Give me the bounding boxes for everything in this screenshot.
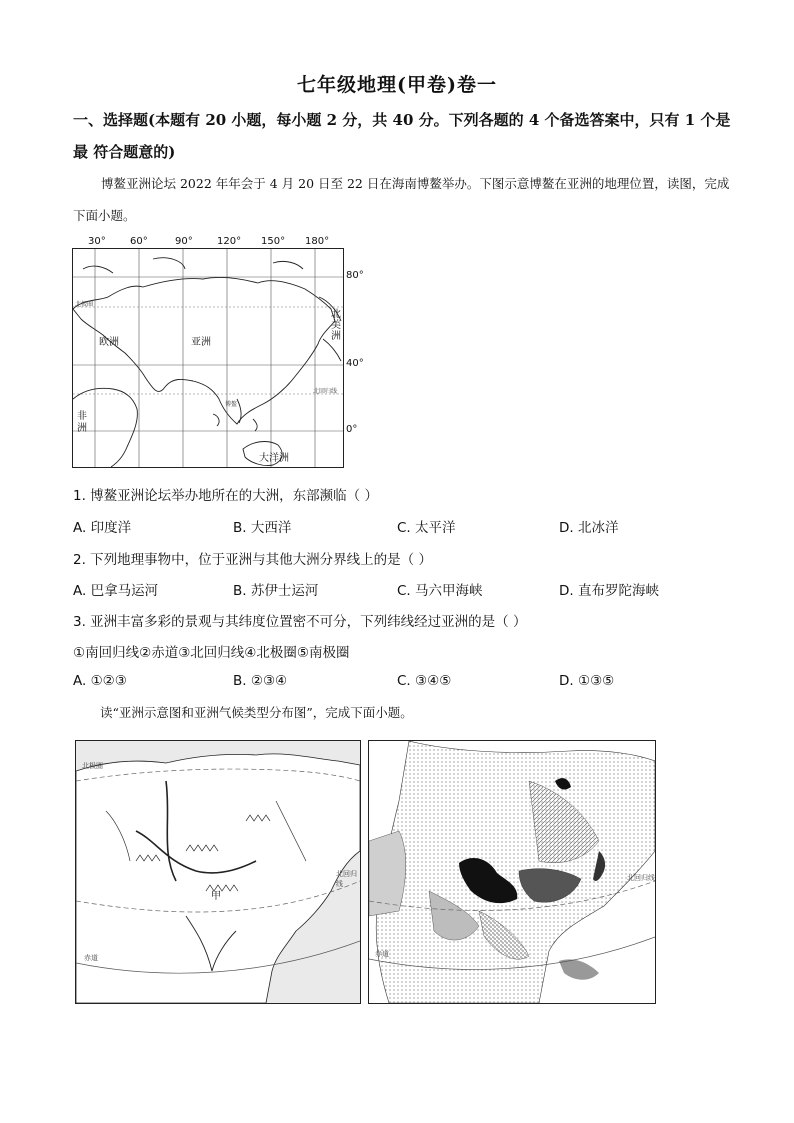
map-asia-location [72,236,362,468]
map3-svg [369,741,655,1003]
q2-option-b[interactable]: B. 苏伊士运河 [233,583,319,599]
tropic-label: 北回归线 [627,874,655,882]
region-asia: 亚洲 [191,337,211,348]
question-2-stem: 2. 下列地理事物中，位于亚洲与其他大洲分界线上的是（ ） [73,552,432,568]
map-asia-climate [368,740,656,1004]
section-heading: 一、选择题(本题有 20 小题，每小题 2 分，共 40 分。下列各题的 4 个备选答案中，只有 1 个是最 符合题意的) [73,111,731,161]
map2-svg [76,741,360,1003]
lat-label: 40° [346,358,364,369]
q2-option-d[interactable]: D. 直布罗陀海峡 [559,583,659,599]
arctic-circle-label: 北极圈 [75,301,94,308]
q3-option-d[interactable]: D. ①③⑤ [559,673,615,689]
region-africa: 非洲 [77,411,87,434]
lon-label: 60° [130,236,148,247]
lon-label: 30° [88,236,106,247]
map1-frame [72,248,344,468]
intro-paragraph-1: 博鳌亚洲论坛 2022 年年会于 4 月 20 日至 22 日在海南博鳌举办。下图示意博鳌在亚洲的地理位置，读图，完成下面小题。 [73,176,730,223]
lat-label: 80° [346,270,364,281]
equator-label: 赤道 [84,954,98,962]
arctic-circle-label: 北极圈 [82,762,103,770]
lon-label: 120° [217,236,242,247]
q3-option-a[interactable]: A. ①②③ [73,673,127,689]
map-asia-sketch [75,740,361,1004]
location-jia: 甲 [211,891,221,902]
boao-label: 博鳌 [225,401,238,408]
lat-label: 0° [346,424,358,435]
q1-option-b[interactable]: B. 大西洋 [233,520,292,536]
tropic-label: 北回归线 [313,388,338,395]
map1-svg [73,249,343,467]
lon-label: 90° [175,236,193,247]
q1-option-d[interactable]: D. 北冰洋 [559,520,619,536]
q3-option-b[interactable]: B. ②③④ [233,673,288,689]
lon-label: 180° [305,236,330,247]
question-3-stem: 3. 亚洲丰富多彩的景观与其纬度位置密不可分，下列纬线经过亚洲的是（ ） [73,614,527,630]
intro-paragraph-2: 读“亚洲示意图和亚洲气候类型分布图”，完成下面小题。 [100,705,413,720]
q2-option-a[interactable]: A. 巴拿马运河 [73,583,159,599]
question-3-sub: ①南回归线②赤道③北回归线④北极圈⑤南极圈 [73,645,350,661]
q1-option-c[interactable]: C. 太平洋 [397,520,456,536]
page-title: 七年级地理(甲卷)卷一 [297,74,497,96]
q3-option-c[interactable]: C. ③④⑤ [397,673,452,689]
region-oceania: 大洋洲 [259,453,289,464]
equator-label: 赤道 [375,950,389,958]
q2-option-c[interactable]: C. 马六甲海峡 [397,583,483,599]
region-europe: 欧洲 [99,337,119,348]
question-1-stem: 1. 博鳌亚洲论坛举办地所在的大洲，东部濒临（ ） [73,488,378,504]
region-north-america: 北美洲 [331,309,341,342]
q1-option-a[interactable]: A. 印度洋 [73,520,132,536]
tropic-label: 北回归线 [336,870,357,888]
lon-label: 150° [261,236,286,247]
